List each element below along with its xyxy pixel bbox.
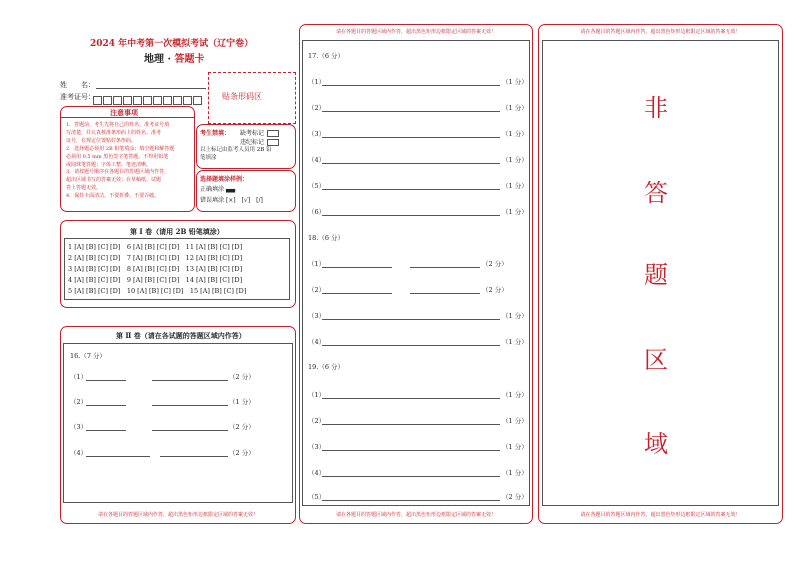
q18-4-score: （1 分） xyxy=(502,338,528,346)
warning-col3-top: 请在各题目的答题区域内作答，超出黑色矩形边框限定区域的答案无效！ xyxy=(580,29,741,35)
id-label: 准考证号： xyxy=(60,93,95,101)
q16-4-blank-a[interactable] xyxy=(86,456,150,457)
q17-2-score: （1 分） xyxy=(502,104,528,112)
name-line[interactable] xyxy=(96,88,206,89)
q18-2-blank-b[interactable] xyxy=(410,293,480,294)
q19-4-label: （4） xyxy=(308,469,326,477)
q16-1-label: （1） xyxy=(70,373,88,381)
exam-mark-note: 以上标记由监考人员用 2B 铅 笔填涂 xyxy=(200,147,272,161)
q18-4-blank[interactable] xyxy=(322,345,500,346)
q18-2-label: （2） xyxy=(308,286,326,294)
q17-5-score: （1 分） xyxy=(502,182,528,190)
mcq-row[interactable]: 5 [A] [B] [C] [D] 10 [A] [B] [C] [D] 15 [A] [B] [C] [D] xyxy=(68,287,247,295)
q16-2-blank-b[interactable] xyxy=(152,405,228,406)
q18-3-label: （3） xyxy=(308,312,326,320)
non-answer-char: 答 xyxy=(644,179,668,207)
q16-2-blank-a[interactable] xyxy=(86,405,126,406)
fill-example-title: 选择题填涂样例： xyxy=(200,176,249,183)
q16-3-score: （2 分） xyxy=(229,423,255,431)
mcq-row[interactable]: 2 [A] [B] [C] [D] 7 [A] [B] [C] [D] 12 [A] [B] [C] [D] xyxy=(68,254,243,262)
q16-1-blank-a[interactable] xyxy=(86,380,126,381)
non-answer-char: 非 xyxy=(644,94,668,122)
q16-1-blank-b[interactable] xyxy=(152,380,228,381)
q16-4-score: （2 分） xyxy=(229,449,255,457)
q19-1-label: （1） xyxy=(308,391,326,399)
subject-title xyxy=(144,50,204,65)
non-answer-char: 域 xyxy=(644,430,668,458)
q19-2-blank[interactable] xyxy=(322,424,500,425)
q19-2-label: （2） xyxy=(308,417,326,425)
q16-2-label: （2） xyxy=(70,398,88,406)
q17-5-blank[interactable] xyxy=(322,189,500,190)
answer-card-label: 答题卡 xyxy=(174,54,205,65)
wrong-fill-marks: [×] [√] [/] xyxy=(225,197,263,204)
q18-2-score: （2 分） xyxy=(482,286,508,294)
q19-4-blank[interactable] xyxy=(322,476,500,477)
mcq-row[interactable]: 3 [A] [B] [C] [D] 8 [A] [B] [C] [D] 13 [A] [B] [C] [D] xyxy=(68,265,243,273)
notice-title: 注意事项 xyxy=(110,108,138,117)
q18-3-blank[interactable] xyxy=(322,319,500,320)
col2-inner-box xyxy=(302,40,530,506)
q19-1-blank[interactable] xyxy=(322,398,500,399)
q17-3-blank[interactable] xyxy=(322,137,500,138)
q17-3-label: （3） xyxy=(308,130,326,138)
q19-1-score: （1 分） xyxy=(502,391,528,399)
q17-3-score: （1 分） xyxy=(502,130,528,138)
q18-1-blank-a[interactable] xyxy=(322,267,392,268)
q16-2-score: （1 分） xyxy=(229,398,255,406)
q17-1-score: （1 分） xyxy=(502,78,528,86)
q16-4-label: （4） xyxy=(70,449,88,457)
warning-col2-bottom: 请在各题目的答题区域内作答，超出黑色矩形边框限定区域的答案无效！ xyxy=(335,512,496,518)
q17-5-label: （5） xyxy=(308,182,326,190)
q17-2-label: （2） xyxy=(308,104,326,112)
part2-title: 第 Ⅱ 卷（请在各试题的答题区域内作答） xyxy=(116,331,246,340)
q17-6-label: （6） xyxy=(308,208,326,216)
name-label: 姓 名： xyxy=(60,81,95,89)
q17-1-blank[interactable] xyxy=(322,85,500,86)
q18-title: 18.（6 分） xyxy=(308,234,345,242)
mcq-row[interactable]: 4 [A] [B] [C] [D] 9 [A] [B] [C] [D] 14 [A] [B] [C] [D] xyxy=(68,276,243,284)
warning-col1: 请在各题目的答题区域内作答，超出黑色矩形边框限定区域的答案无效！ xyxy=(97,512,258,518)
q16-3-blank-a[interactable] xyxy=(86,430,126,431)
q19-5-score: （2 分） xyxy=(502,493,528,501)
q18-3-score: （1 分） xyxy=(502,312,528,320)
q16-1-score: （2 分） xyxy=(229,373,255,381)
q17-title: 17.（6 分） xyxy=(308,52,345,60)
fill-correct: 正确填涂 ▄▄ xyxy=(200,186,236,193)
barcode-label: 贴条形码区 xyxy=(222,92,262,101)
non-answer-char: 区 xyxy=(644,346,668,374)
q16-4-blank-b[interactable] xyxy=(160,456,228,457)
q18-2-blank-a[interactable] xyxy=(322,293,392,294)
q17-6-score: （1 分） xyxy=(502,208,528,216)
q19-5-blank[interactable] xyxy=(322,500,500,501)
warning-col2-top: 请在各题目的答题区域内作答，超出黑色矩形边框限定区域的答案无效！ xyxy=(335,29,496,35)
q16-box xyxy=(63,343,293,503)
absent-checkbox[interactable] xyxy=(267,130,279,137)
q17-4-score: （1 分） xyxy=(502,156,528,164)
q17-2-blank[interactable] xyxy=(322,111,500,112)
q19-5-label: （5） xyxy=(308,493,326,501)
fill-wrong: 错误填涂 [×] [√] [/] xyxy=(200,197,263,204)
warning-col3-bottom: 请在各题目的答题区域内作答，超出黑色矩形边框限定区域的答案无效！ xyxy=(580,512,741,518)
mcq-row[interactable]: 1 [A] [B] [C] [D] 6 [A] [B] [C] [D] 11 [A] [B] [C] [D] xyxy=(68,243,243,251)
q18-4-label: （4） xyxy=(308,338,326,346)
q16-3-label: （3） xyxy=(70,423,88,431)
violation-checkbox[interactable] xyxy=(267,139,279,146)
notice-text: 1．答题前，考生先将自己的姓名，准考证号填 写清楚，并认真核准条形码上的姓名、准考 证号，在规定位置贴好条形码。 2．选择题必须用 2B 铅笔填涂；填空题和解答题 必须用 0.5 mm 黑色签字笔答题，不得用铅笔 或圆珠笔答题；字体工整、笔迹清晰。 3．请按题号顺序在各题目的答题区域内作答， 超出区域书写的答案无效；在草稿纸、试题 卷上答题无效。 4．保持卡面清洁，不要折叠、不要弄破。 xyxy=(66,122,175,200)
exam-mark-label: 考生禁填： xyxy=(200,130,231,137)
q19-2-score: （1 分） xyxy=(502,417,528,425)
absent-mark[interactable]: 缺考标记 xyxy=(240,128,279,137)
q19-3-label: （3） xyxy=(308,443,326,451)
non-answer-char: 题 xyxy=(644,261,668,289)
violation-mark[interactable]: 违纪标记 xyxy=(240,137,279,146)
q16-3-blank-b[interactable] xyxy=(152,430,228,431)
q19-3-blank[interactable] xyxy=(322,450,500,451)
exam-title: 2024 年中考第一次模拟考试（辽宁卷） xyxy=(90,39,254,49)
q19-title: 19.（6 分） xyxy=(308,363,345,371)
q18-1-blank-b[interactable] xyxy=(410,267,480,268)
q17-4-label: （4） xyxy=(308,156,326,164)
q17-6-blank[interactable] xyxy=(322,215,500,216)
part1-title: 第 Ⅰ 卷（请用 2B 铅笔填涂） xyxy=(130,227,224,236)
q19-3-score: （1 分） xyxy=(502,443,528,451)
subject-name: 地理 · xyxy=(144,54,175,65)
q16-title: 16.（7 分） xyxy=(70,352,107,360)
q17-1-label: （1） xyxy=(308,78,326,86)
correct-fill-mark: ▄▄ xyxy=(225,186,236,193)
q17-4-blank[interactable] xyxy=(322,163,500,164)
q18-1-label: （1） xyxy=(308,260,326,268)
q18-1-score: （2 分） xyxy=(482,260,508,268)
q19-4-score: （1 分） xyxy=(502,469,528,477)
